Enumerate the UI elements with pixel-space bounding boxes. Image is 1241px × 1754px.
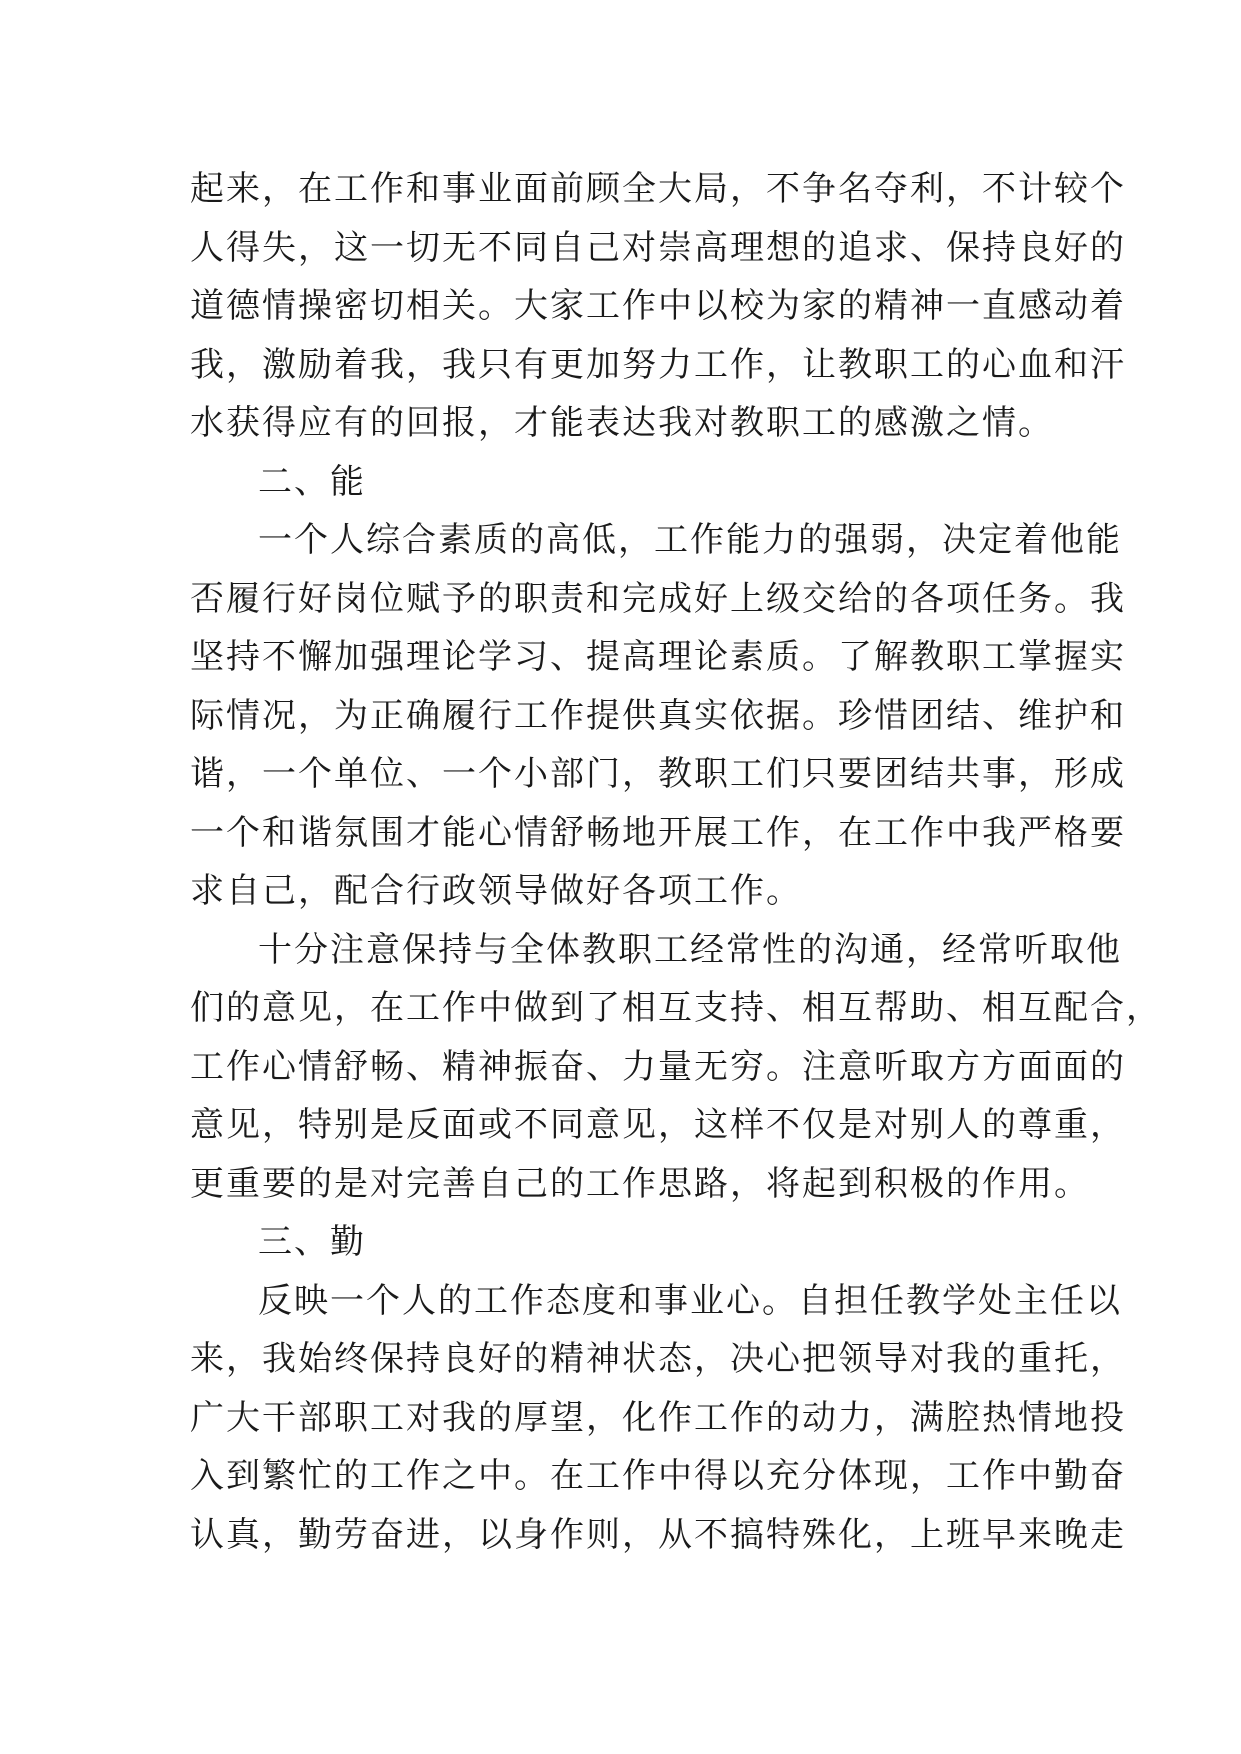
text-line: 坚持不懈加强理论学习、提高理论素质。了解教职工掌握实 [190,637,1126,677]
text-line: 际情况，为正确履行工作提供真实依据。珍惜团结、维护和 [190,695,1126,736]
text-line: 工作心情舒畅、精神振奋、力量无穷。注意听取方方面面的 [190,1046,1126,1087]
text-line: 来，我始终保持良好的精神状态，决心把领导对我的重托， [190,1339,1126,1379]
text-line: 否履行好岗位赋予的职责和完成好上级交给的各项任务。我 [190,578,1126,619]
text-line: 一个人综合素质的高低，工作能力的强弱，决定着他能 [258,520,1122,560]
text-line: 们的意见，在工作中做到了相互支持、相互帮助、相互配合， [190,988,1162,1028]
paragraph-1 [190,160,1126,453]
section-heading: 三、勤 [258,1222,366,1262]
text-line: 更重要的是对完善自己的工作思路，将起到积极的作用。 [190,1163,1090,1204]
document-body [190,160,1162,1564]
text-line: 起来，在工作和事业面前顾全大局，不争名夺利，不计较个 [190,169,1126,209]
section-heading-3 [190,1213,1070,1272]
text-line: 道德情操密切相关。大家工作中以校为家的精神一直感动着 [190,286,1126,326]
text-line: 我，激励着我，我只有更加努力工作，让教职工的心血和汗 [190,344,1126,385]
text-line: 意见，特别是反面或不同意见，这样不仅是对别人的尊重， [190,1105,1126,1145]
text-line: 十分注意保持与全体教职工经常性的沟通，经常听取他 [258,929,1122,970]
text-line: 广大干部职工对我的厚望，化作工作的动力，满腔热情地投 [190,1397,1126,1438]
paragraph-4 [190,921,1162,1214]
section-heading-2 [190,453,1070,512]
text-line: 人得失，这一切无不同自己对崇高理想的追求、保持良好的 [190,227,1126,268]
section-heading: 二、能 [258,461,366,502]
paragraph-3 [190,511,1126,921]
text-line: 求自己，配合行政领导做好各项工作。 [190,871,802,911]
text-line: 反映一个人的工作态度和事业心。自担任教学处主任以 [258,1280,1122,1321]
text-line: 一个和谐氛围才能心情舒畅地开展工作，在工作中我严格要 [190,812,1126,853]
text-line: 认真，勤劳奋进，以身作则，从不搞特殊化，上班早来晚走 [190,1514,1126,1555]
text-line: 水获得应有的回报，才能表达我对教职工的感激之情。 [190,403,1054,443]
paragraph-6 [190,1272,1126,1565]
text-line: 入到繁忙的工作之中。在工作中得以充分体现，工作中勤奋 [190,1456,1126,1496]
text-line: 谐，一个单位、一个小部门，教职工们只要团结共事，形成 [190,754,1126,794]
